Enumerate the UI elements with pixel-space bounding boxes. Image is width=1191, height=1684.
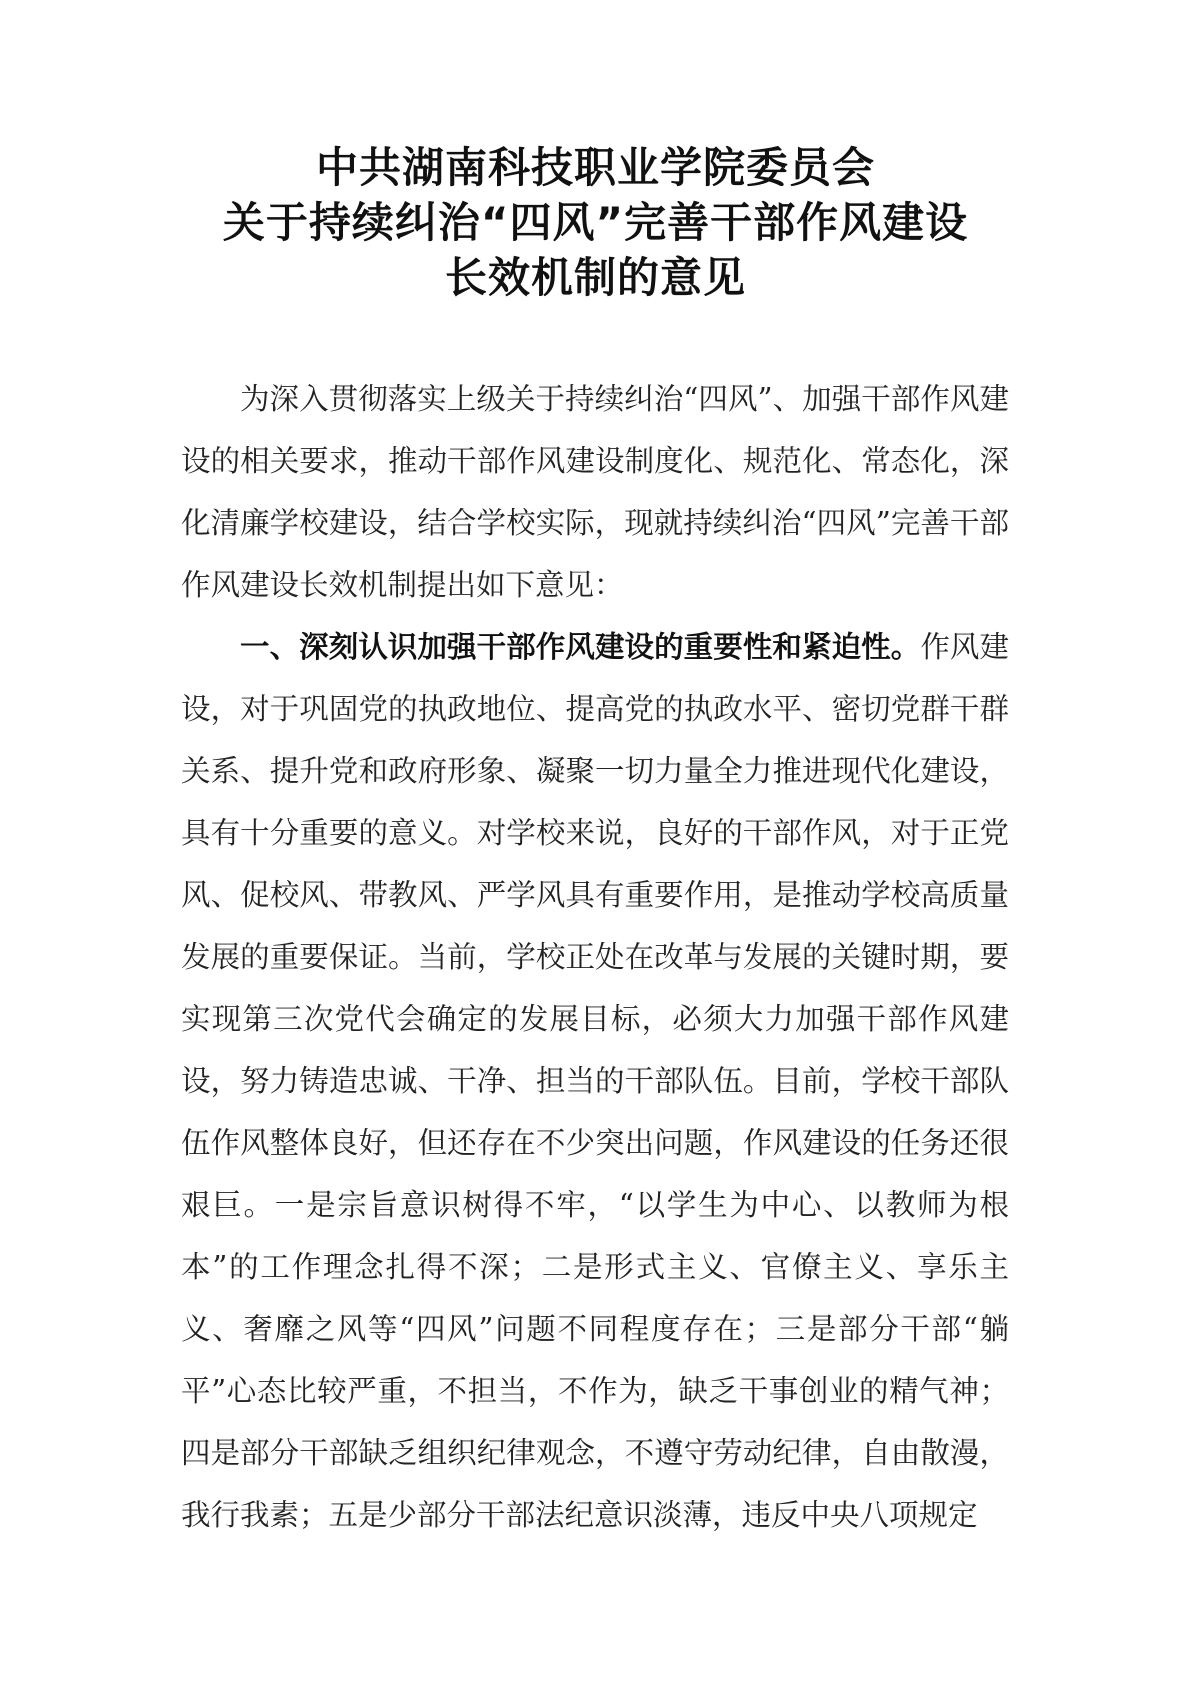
section-one-paragraph bbox=[181, 616, 1009, 1546]
document-title bbox=[0, 140, 1191, 305]
title-line-3: 长效机制的意见 bbox=[444, 253, 746, 302]
intro-paragraph: 为深入贯彻落实上级关于持续纠治“四风”、加强干部作风建设的相关要求，推动干部作风建设制度化、规范化、常态化，深化清廉学校建设，结合学校实际，现就持续纠治“四风”完善干部作风建设长效机制提出如下意见： bbox=[181, 382, 1009, 602]
section-one-heading: 一、深刻认识加强干部作风建设的重要性和紧迫性。 bbox=[240, 630, 921, 664]
document-body bbox=[181, 368, 1009, 1546]
section-one-text: 作风建设，对于巩固党的执政地位、提高党的执政水平、密切党群干群关系、提升党和政府形象、凝聚一切力量全力推进现代化建设，具有十分重要的意义。对学校来说，良好的干部作风，对于正党风、促校风、带教风、严学风具有重要作用，是推动学校高质量发展的重要保证。当前，学校正处在改革与发展的关键时期，要实现第三次党代会确定的发展目标，必须大力加强干部作风建设，努力铸造忠诚、干净、担当的干部队伍。目前，学校干部队伍作风整体良好，但还存在不少突出问题，作风建设的任务还很艰巨。一是宗旨意识树得不牢，“以学生为中心、以教师为根本”的工作理念扎得不深；二是形式主义、官僚主义、享乐主义、奢靡之风等“四风”问题不同程度存在；三是部分干部“躺平”心态比较严重，不担当，不作为，缺乏干事创业的精气神；四是部分干部缺乏组织纪律观念，不遵守劳动纪律，自由散漫，我行我素；五是少部分干部法纪意识淡薄，违反中央八项规定 bbox=[181, 630, 1009, 1532]
title-line-1: 中共湖南科技职业学院委员会 bbox=[315, 143, 875, 192]
title-line-2: 关于持续纠治“四风”完善干部作风建设 bbox=[222, 198, 969, 247]
